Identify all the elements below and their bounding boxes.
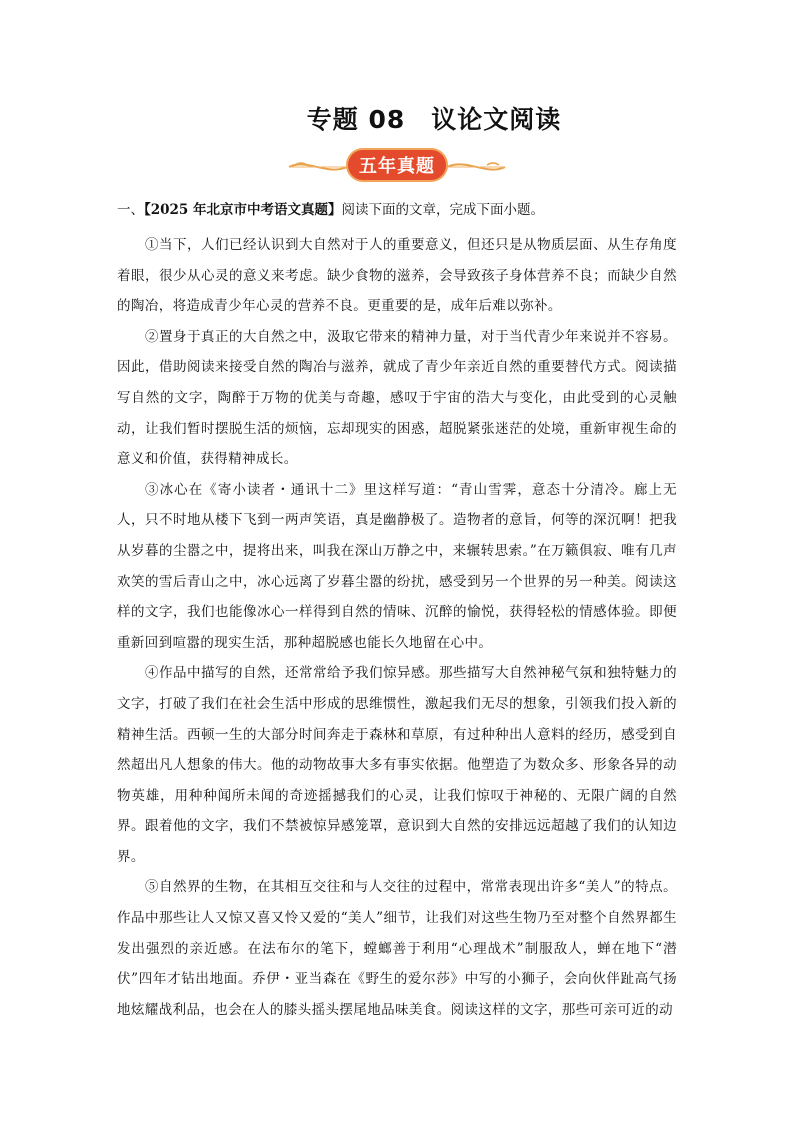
paragraph-4: ④作品中描写的自然，还常常给予我们惊异感。那些描写大自然神秘气氛和独特魅力的文字，打破了我们在社会生活中形成的思维惯性，激起我们无尽的想象，引领我们投入新的精神生活。西顿一生的大部分时间奔走于森林和草原，有过种种出人意料的经历，感受到自然超出凡人想象的伟大。他的动物故事大多有事实依据。他塑造了为数众多、形象各异的动物英雄，用种种闻所未闻的奇迹摇撼我们的心灵，让我们惊叹于神秘的、无限广阔的自然界。跟着他的文字，我们不禁被惊异感笼罩，意识到大自然的安排远远超越了我们的认知边界。 (117, 665, 677, 865)
paragraph-1: ①当下，人们已经认识到大自然对于人的重要意义，但还只是从物质层面、从生存角度着眼，很少从心灵的意义来考虑。缺少食物的滋养，会导致孩子身体营养不良；而缺少自然的陶冶，将造成青少年心灵的营养不良。更重要的是，成年后难以弥补。 (117, 237, 677, 315)
banner-label: 五年真题 (359, 156, 435, 177)
question-instruction: 阅读下面的文章，完成下面小题。 (341, 202, 545, 218)
article-body (117, 230, 677, 1025)
paragraph-2: ②置身于真正的大自然之中，汲取它带来的精神力量，对于当代青少年来说并不容易。因此，借助阅读来接受自然的陶冶与滋养，就成了青少年亲近自然的重要替代方式。阅读描写自然的文字，陶醉于万物的优美与奇趣，感叹于宇宙的浩大与变化，由此受到的心灵触动，让我们暂时摆脱生活的烦恼，忘却现实的困惑，超脱紧张迷茫的处境，重新审视生命的意义和价值，获得精神成长。 (117, 328, 677, 468)
question-source: 【2025 年北京市中考语文真题】 (144, 202, 342, 218)
question-header (117, 200, 717, 220)
paragraph-3: ③冰心在《寄小读者・通讯十二》里这样写道：“青山雪霁，意态十分清冷。廊上无人，只不时地从楼下飞到一两声笑语，真是幽静极了。造物者的意旨，何等的深沉啊！把我从岁暮的尘嚣之中，提将出来，叫我在深山万静之中，来辗转思索。”在万籁俱寂、唯有几声欢笑的雪后青山之中，冰心远离了岁暮尘嚣的纷扰，感受到另一个世界的另一种美。阅读这样的文字，我们也能像冰心一样得到自然的情味、沉醉的愉悦，获得轻松的情感体验。即便重新回到喧嚣的现实生活，那种超脱感也能长久地留在心中。 (117, 481, 677, 651)
question-number: 一、 (117, 202, 144, 218)
page-title: 专题 08 议论文阅读 (306, 105, 562, 134)
paragraph-5: ⑤自然界的生物，在其相互交往和与人交往的过程中，常常表现出许多“美人”的特点。作品中那些让人又惊又喜又怜又爱的“美人”细节，让我们对这些生物乃至对整个自然界都生发出强烈的亲近感。在法布尔的笔下，螳螂善于利用“心理战术”制服敌人，蝉在地下“潜伏”四年才钻出地面。乔伊・亚当森在《野生的爱尔莎》中写的小狮子，会向伙伴趾高气扬地炫耀战利品，也会在人的膝头摇头摆尾地品味美食。阅读这样的文字，那些可亲可近的动 (117, 879, 677, 1018)
section-banner (287, 146, 507, 184)
